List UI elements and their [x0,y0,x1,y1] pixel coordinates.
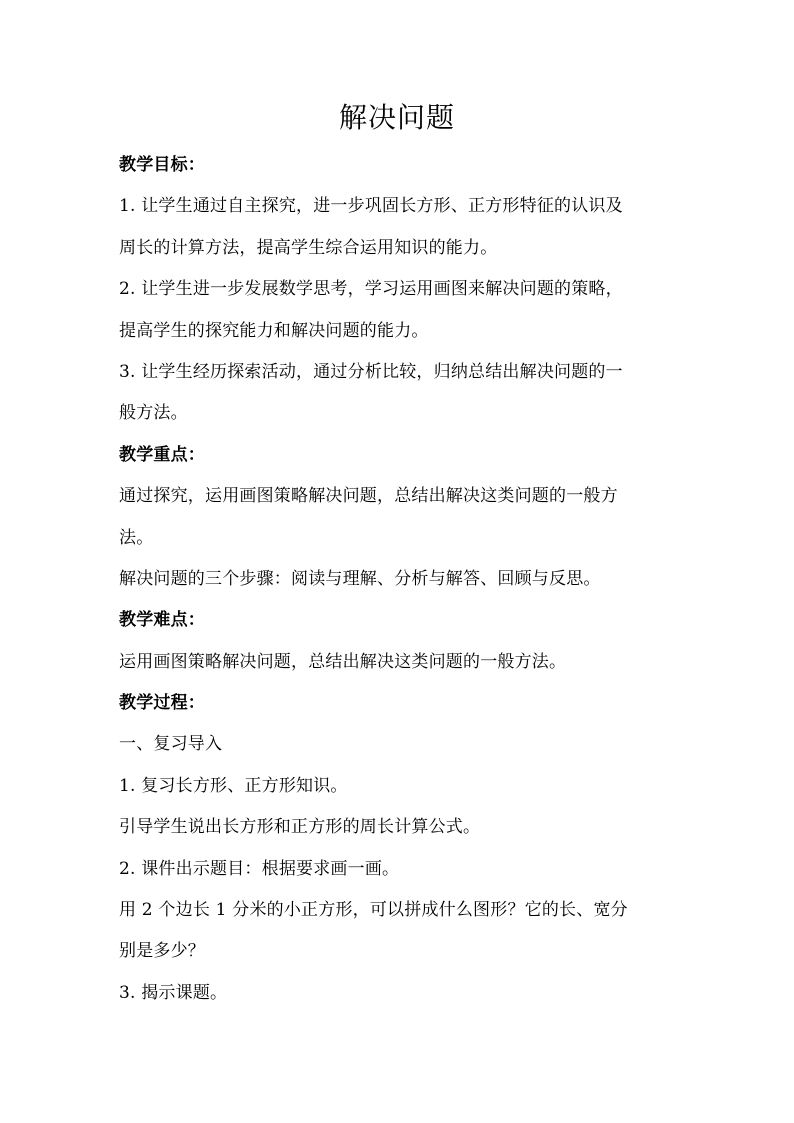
paragraph-line: 1. 复习长方形、正方形知识。 [119,775,348,796]
paragraph-line: 解决问题的三个步骤：阅读与理解、分析与解答、回顾与反思。 [119,568,601,589]
document-title: 解决问题 [338,101,455,134]
paragraph-line: 引导学生说出长方形和正方形的周长计算公式。 [119,817,481,838]
section-heading: 教学重点： [119,444,205,465]
section-heading: 教学目标： [119,155,205,175]
section-heading: 教学难点： [119,610,205,631]
paragraph-line: 运用画图策略解决问题，总结出解决这类问题的一般方法。 [119,651,567,672]
section-heading: 教学过程： [119,693,205,714]
paragraph-line: 一、复习导入 [119,734,223,755]
paragraph-line: 般方法。 [119,403,188,424]
paragraph-line: 3. 让学生经历探索活动，通过分析比较，归纳总结出解决问题的一 [119,361,623,382]
paragraph-line: 提高学生的探究能力和解决问题的能力。 [119,320,429,341]
paragraph-line: 别是多少？ [119,941,205,962]
paragraph-line: 周长的计算方法，提高学生综合运用知识的能力。 [119,237,498,258]
paragraph-line: 2. 让学生进一步发展数学思考，学习运用画图来解决问题的策略， [119,279,623,300]
paragraph-line: 1. 让学生通过自主探究，进一步巩固长方形、正方形特征的认识及 [119,196,623,217]
paragraph-line: 3. 揭示课题。 [119,982,228,1003]
document-body [119,145,679,1014]
paragraph-line: 2. 课件出示题目：根据要求画一画。 [119,858,400,879]
paragraph-line: 用 2 个边长 1 分米的小正方形，可以拼成什么图形？它的长、宽分 [119,900,628,921]
paragraph-line: 通过探究，运用画图策略解决问题，总结出解决这类问题的一般方 [119,486,618,507]
paragraph-line: 法。 [119,527,154,548]
